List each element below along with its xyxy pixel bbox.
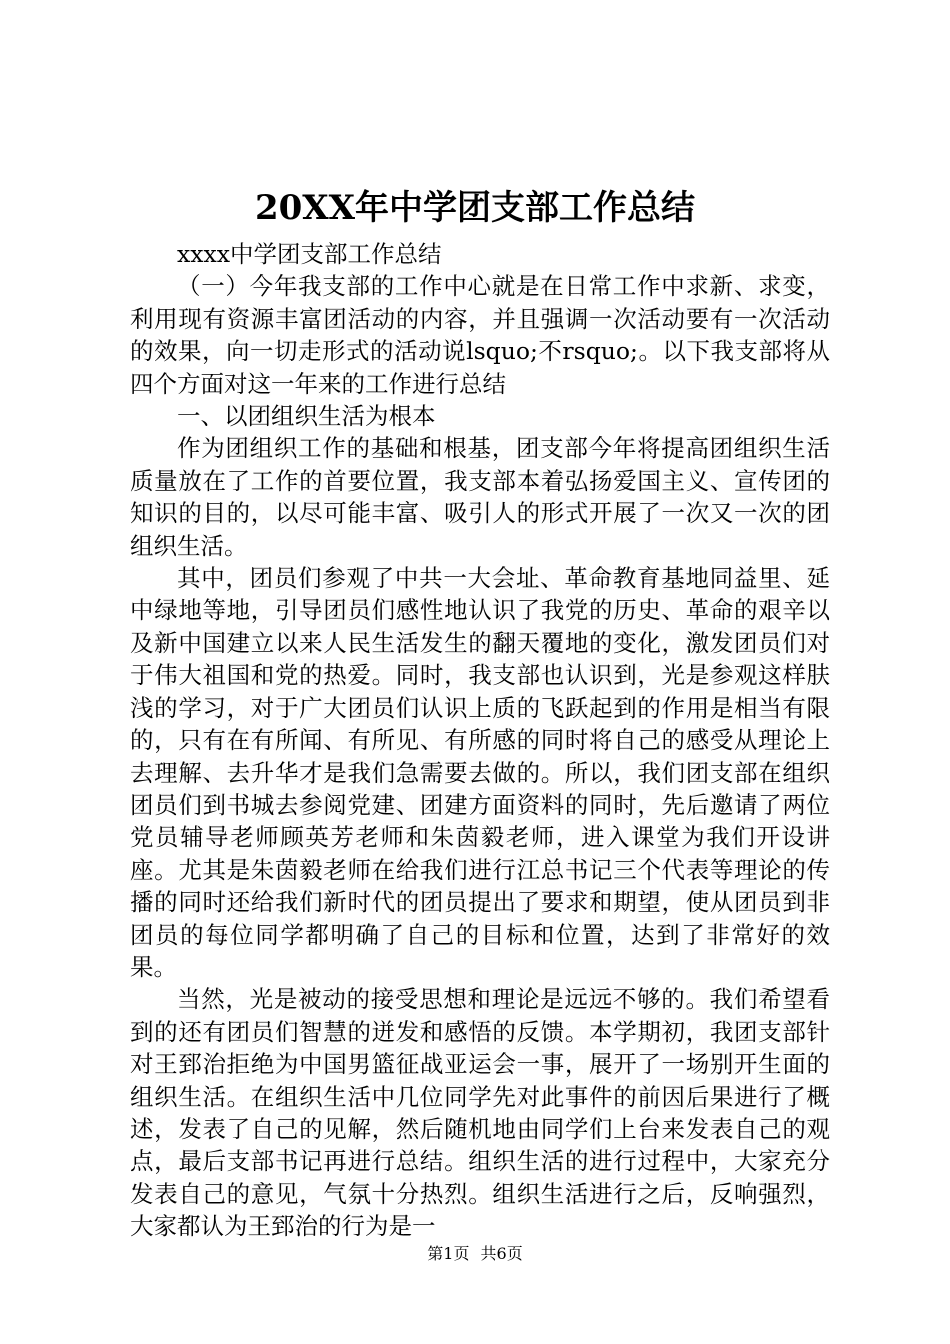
document-body (130, 238, 830, 1243)
page-footer (0, 1244, 950, 1264)
paragraph: 其中，团员们参观了中共一大会址、革命教育基地同益里、延中绿地等地，引导团员们感性地认识了我党的历史、革命的艰辛以及新中国建立以来人民生活发生的翻天覆地的变化，激发团员们对于伟大祖国和党的热爱。同时，我支部也认识到，光是参观这样肤浅的学习，对于广大团员们认识上质的飞跃起到的作用是相当有限的，只有在有所闻、有所见、有所感的同时将自己的感受从理论上去理解、去升华才是我们急需要去做的。所以，我们团支部在组织团员们到书城去参阅党建、团建方面资料的同时，先后邀请了两位党员辅导老师顾英芳老师和朱茵毅老师，进入课堂为我们开设讲座。尤其是朱茵毅老师在给我们进行江总书记三个代表等理论的传播的同时还给我们新时代的团员提出了要求和期望，使从团员到非团员的每位同学都明确了自己的目标和位置，达到了非常好的效果。 (130, 564, 830, 981)
page-number: 第1页 (427, 1244, 470, 1263)
paragraph-subtitle: xxxx中学团支部工作总结 (177, 240, 442, 268)
document-title: 20XX年中学团支部工作总结 (254, 188, 696, 228)
paragraph-intro: （一）今年我支部的工作中心就是在日常工作中求新、求变，利用现有资源丰富团活动的内容，并且强调一次活动要有一次活动的效果，向一切走形式的活动说lsquo;不rsquo;。以下我支部将从四个方面对这一年来的工作进行总结 (130, 272, 830, 398)
paragraph: 作为团组织工作的基础和根基，团支部今年将提高团组织生活质量放在了工作的首要位置，我支部本着弘扬爱国主义、宣传团的知识的目的，以尽可能丰富、吸引人的形式开展了一次又一次的团组织生活。 (130, 434, 830, 560)
page-total: 共6页 (480, 1244, 523, 1263)
section-heading-1: 一、以团组织生活为根本 (177, 402, 436, 431)
paragraph: 当然，光是被动的接受思想和理论是远远不够的。我们希望看到的还有团员们智慧的迸发和感悟的反馈。本学期初，我团支部针对王郅治拒绝为中国男篮征战亚运会一事，展开了一场别开生面的组织生活。在组织生活中几位同学先对此事件的前因后果进行了概述，发表了自己的见解，然后随机地由同学们上台来发表自己的观点，最后支部书记再进行总结。组织生活的进行过程中，大家充分发表自己的意见，气氛十分热烈。组织生活进行之后，反响强烈，大家都认为王郅治的行为是一 (130, 985, 830, 1241)
